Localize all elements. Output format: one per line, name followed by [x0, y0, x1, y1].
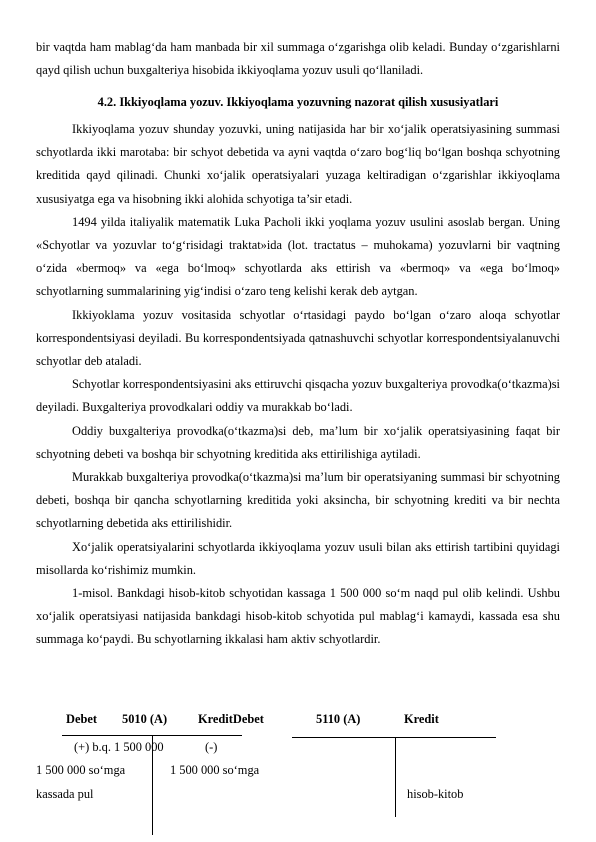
t-right-account-title: 5110 (A)	[316, 712, 361, 726]
paragraph-correspondence: Ikkiyoklama yozuv vositasida schyotlar o‘rtasidagi paydo bo‘lgan o‘zaro aloqa schyotlar korrespondentsiyasi deyiladi. Bu korrespondentsiyada qatnashuvchi schyotlar korrespondentsiyalanuvchi schyotlar deb ataladi.	[36, 307, 560, 369]
t-left-debit-note: kassada pul	[36, 787, 94, 801]
t-left-kredit-debet-label: KreditDebet	[198, 712, 264, 726]
t-left-account-title: 5010 (A)	[122, 712, 168, 726]
t-left-credit-minus: (-)	[205, 740, 218, 754]
paragraph-provodka: Schyotlar korrespondentsiyasini aks ettiruvchi qisqacha yozuv buxgalteriya provodka(o‘tkazma)si deyiladi. Buxgalteriya provodkalari oddiy va murakkab bo‘ladi.	[36, 377, 560, 415]
t-left-credit-amount: 1 500 000 so‘mga	[170, 763, 260, 777]
t-left-debet-label: Debet	[66, 712, 97, 726]
section-heading: 4.2. Ikkiyoqlama yozuv. Ikkiyoqlama yozuvning nazorat qilish xususiyatlari	[97, 95, 499, 109]
t-left-debit-amount: 1 500 000 so‘mga	[36, 763, 126, 777]
t-right-vertical-line	[395, 737, 396, 817]
paragraph-example-1: 1-misol. Bankdagi hisob-kitob schyotidan kassaga 1 500 000 so‘m naqd pul olib kelindi. Ushbu xo‘jalik operatsiyasi natijasida bankdagi hisob-kitob schyotida pul mablag‘i kamaydi, kassada esa shu summaga ko‘paydi. Bu schyotlarning ikkalasi ham aktiv schyotlardir.	[36, 586, 560, 647]
t-left-debit-plus: (+) b.q. 1 500 000	[74, 740, 164, 754]
t-right-credit-note: hisob-kitob	[407, 787, 464, 801]
t-right-kredit-label: Kredit	[404, 712, 439, 726]
paragraph-simple-provodka: Oddiy buxgalteriya provodka(o‘tkazma)si deb, ma’lum bir xo‘jalik operatsiyasining faqat bir schyotning debeti va boshqa bir schyotning kreditida aks ettirilishiga aytiladi.	[36, 423, 560, 461]
paragraph-definition: Ikkiyoqlama yozuv shunday yozuvki, uning natijasida har bir xo‘jalik operatsiyasining summasi schyotlarda ikki marotaba: bir schyot debetida va ayni vaqtda o‘zaro bog‘liq bo‘lgan boshqa schyotning kreditida qayd qilinadi. Chunki xo‘jalik operatsiyalari yuzaga keltiradigan o‘zgarishlar ikkiyoqlama xususiyatga ega va hisobning ikki alohida schyotiga ta’sir etadi.	[36, 122, 560, 206]
intro-paragraph	[36, 36, 560, 82]
paragraph-history: 1494 yilda italiyalik matematik Luka Pacholi ikki yoqlama yozuv usulini asoslab bergan. Uning «Schyotlar va yozuvlar to‘g‘risidagi traktat»ida (lot. tractatus – muhokama) yozuvlarni bir vaqtning o‘zida «bermoq» va «ega bo‘lmoq» schyotlarda aks ettirish va «bermoq» va «ega bo‘lmoq» schyotlarning summalarining yig‘indisi o‘zaro teng kelishi kerak deb aytgan.	[36, 214, 560, 299]
body-text	[36, 118, 560, 652]
t-right-horizontal-line	[292, 737, 496, 738]
paragraph-examples-intro: Xo‘jalik operatsiyalarini schyotlarda ikkiyoqlama yozuv usuli bilan aks ettirish tartibini quyidagi misollarda ko‘rishimiz mumkin.	[36, 539, 560, 577]
intro-text: bir vaqtda ham mablag‘da ham manbada bir xil summaga o‘zgarishga olib keladi. Bunday o‘zgarishlarni qayd qilish uchun buxgalteriya hisobida ikkiyoqlama yozuv usuli qo‘llaniladi.	[36, 40, 560, 78]
paragraph-complex-provodka: Murakkab buxgalteriya provodka(o‘tkazma)si ma’lum bir operatsiyaning summasi bir schyotning debeti, boshqa bir qancha schyotlarning kreditida yoki aksincha, bir schyotning krediti va bir nechta schyotlarning debetida aks ettirilishidir.	[36, 470, 560, 531]
